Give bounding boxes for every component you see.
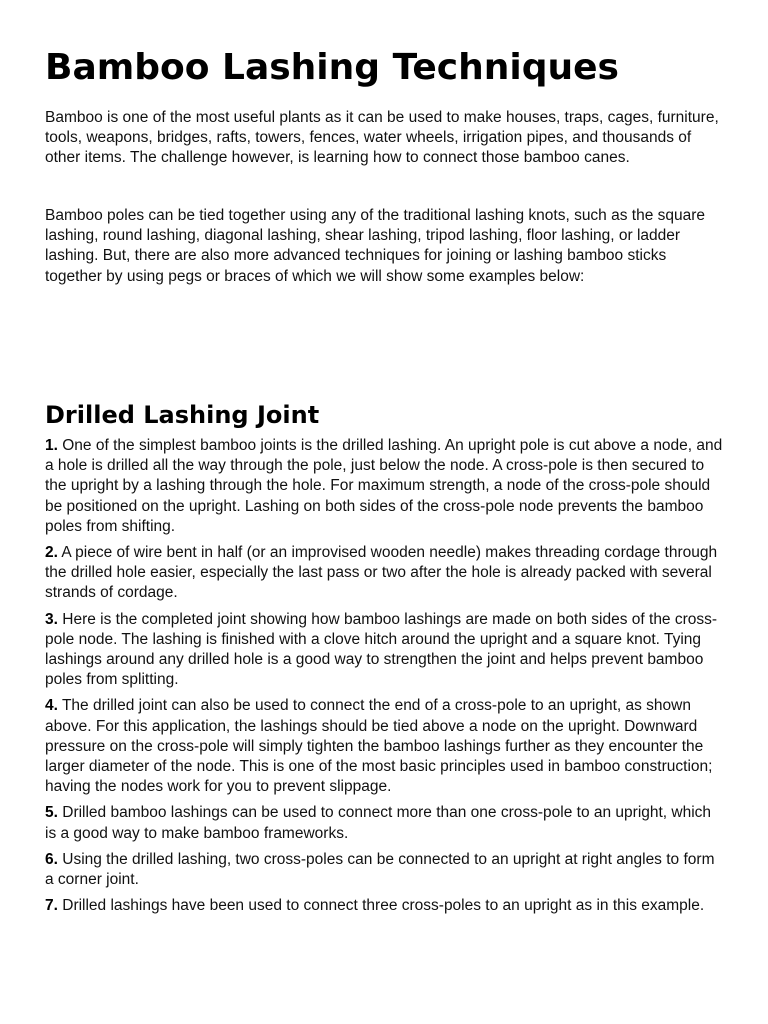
intro-paragraph-1: Bamboo is one of the most useful plants as it can be used to make houses, traps, cages, furniture, tools, weapons, bridges, rafts, towers, fences, water wheels, irrigation pipes, and thousands of other items. The challenge however, is learning how to connect those bamboo canes. [45,109,719,167]
intro-paragraph-2: Bamboo poles can be tied together using any of the traditional lashing knots, such as the square lashing, round lashing, diagonal lashing, shear lashing, tripod lashing, floor lashing, or ladder lashing. But, there are also more advanced techniques for joining or lashing bamboo sticks together by using pegs or braces of which we will show some examples below: [45,207,706,285]
steps-list [45,436,725,922]
step-6 [45,850,725,890]
step-text: Using the drilled lashing, two cross-poles can be connected to an upright at right angles to form a corner joint. [45,850,715,889]
step-7 [45,896,725,916]
step-number: 1. [45,437,58,454]
step-text: One of the simplest bamboo joints is the drilled lashing. An upright pole is cut above a node, and a hole is drilled all the way through the pole, just below the node. A cross-pole is then secured to the upright by a lashing through the hole. For maximum strength, a node of the cross-pole should be positioned on the upright. Lashing on both sides of the cross-pole node prevents the bamboo poles from shifting. [45,437,723,535]
section-heading: Drilled Lashing Joint [45,401,320,429]
step-number: 3. [45,610,58,628]
step-text: Drilled bamboo lashings can be used to connect more than one cross-pole to an upright, which is a good way to make bamboo frameworks. [45,804,712,842]
step-text: A piece of wire bent in half (or an improvised wooden needle) makes threading cordage through the drilled hole easier, especially the last pass or two after the hole is already packed with several strands of cordage. [45,544,718,602]
step-text: Drilled lashings have been used to connect three cross-poles to an upright as in this example. [62,897,705,915]
step-text: Here is the completed joint showing how bamboo lashings are made on both sides of the cross-pole node. The lashing is finished with a clove hitch around the upright and a square knot. Tying lashings around any drilled hole is a good way to strengthen the joint and helps prevent bamboo poles from splitting. [45,610,718,689]
step-number: 5. [45,804,58,822]
step-5 [45,803,725,843]
step-number: 4. [45,697,58,715]
step-number: 2. [45,544,58,562]
page-title: Bamboo Lashing Techniques [45,47,619,88]
step-4 [45,696,725,797]
step-number: 6. [45,850,58,868]
step-3 [45,610,725,691]
step-2 [45,543,725,604]
step-number: 7. [45,897,58,915]
step-text: The drilled joint can also be used to connect the end of a cross-pole to an upright, as shown above. For this application, the lashings should be tied above a node on the upright. Downward pressure on the cross-pole will simply tighten the bamboo lashings further as they encounter the larger diameter of the node. This is one of the most basic principles used in bamboo construction; having the nodes work for you to prevent slippage. [45,697,713,796]
step-1 [45,436,725,537]
